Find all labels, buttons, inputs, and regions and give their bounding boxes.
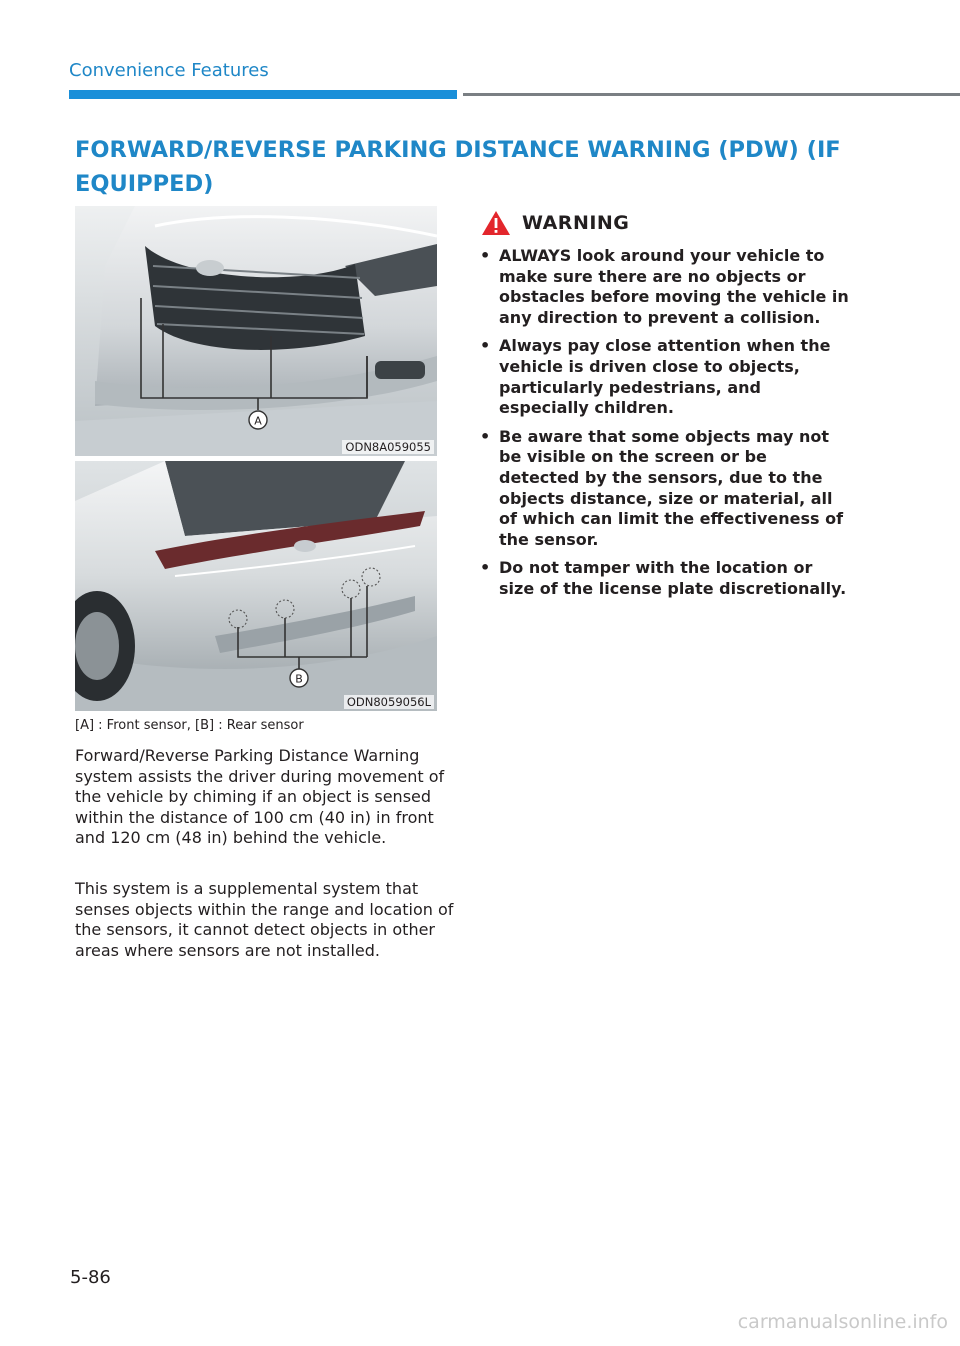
front-sensor-illustration — [75, 206, 437, 456]
front-sensor-figure — [75, 206, 437, 456]
front-sensor-label: A — [254, 414, 262, 428]
warning-item: • ALWAYS look around your vehicle to make sure there are no objects or obstacles before moving the vehicle in any direction to prevent a collision. — [480, 246, 852, 328]
warning-title: WARNING — [522, 212, 630, 234]
warning-item: • Always pay close attention when the vehicle is driven close to objects, particularly pedestrians, and especially children. — [480, 336, 852, 418]
warning-header — [480, 208, 629, 238]
warning-triangle-icon — [480, 209, 512, 237]
page-heading: FORWARD/REVERSE PARKING DISTANCE WARNING (PDW) (IF EQUIPPED) — [75, 137, 841, 197]
body-paragraph: Forward/Reverse Parking Distance Warning system assists the driver during movement of the vehicle by chiming if an object is sensed within the distance of 100 cm (40 in) in front and 120 cm (48 in) behind the vehicle. — [75, 746, 445, 847]
page-number: 5-86 — [70, 1267, 111, 1288]
body-paragraph: This system is a supplemental system that senses objects within the range and location of the sensors, it cannot detect objects in other areas where sensors are not installed. — [75, 879, 454, 960]
figure-code: ODN8059056L — [344, 695, 434, 709]
warning-item: • Be aware that some objects may not be visible on the screen or be detected by the sensors, due to the objects distance, size or material, all of which can limit the effectiveness of the sensor. — [480, 427, 852, 551]
warning-item: • Do not tamper with the location or size of the license plate discretionally. — [480, 558, 852, 599]
figure-code: ODN8A059055 — [342, 440, 434, 454]
header-rule — [463, 93, 960, 96]
header-rule-accent — [69, 90, 457, 99]
watermark: carmanualsonline.info — [737, 1311, 948, 1333]
rear-sensor-label: B — [295, 672, 303, 686]
warning-list — [480, 246, 852, 608]
rear-sensor-figure — [75, 461, 437, 711]
section-title: Convenience Features — [69, 60, 269, 81]
figure-caption: [A] : Front sensor, [B] : Rear sensor — [75, 718, 304, 733]
rear-sensor-illustration — [75, 461, 437, 711]
